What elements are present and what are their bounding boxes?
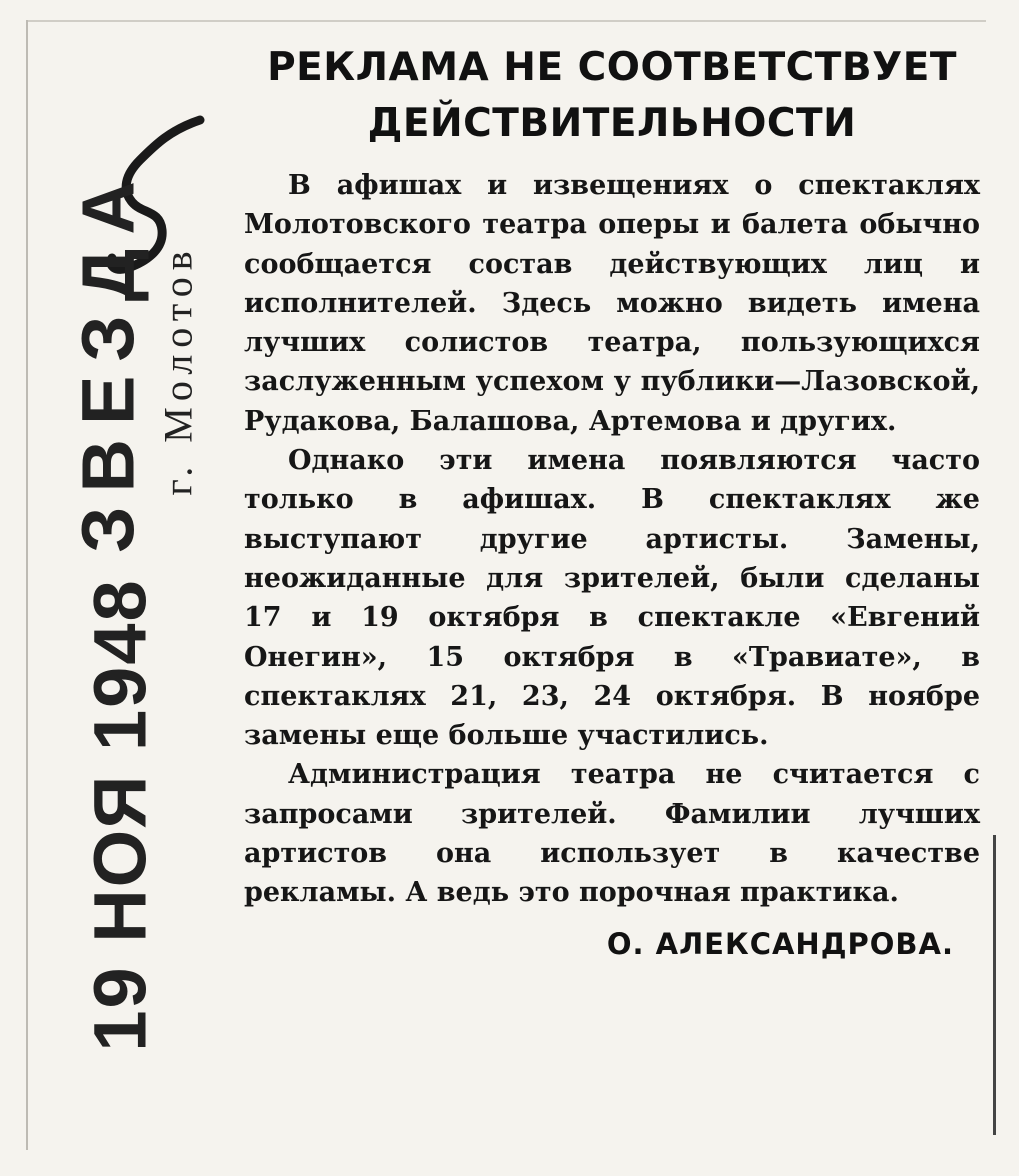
article-paragraph: В афишах и извещениях о спектаклях Молотовского театра оперы и балета обычно сообщается состав действующих лиц и исполнителей. Здесь можно видеть имена лучших солистов театра, пользующихся заслуженным успехом у публики—Лазовской, Рудакова, Балашова, Артемова и других. [244, 170, 980, 437]
clipping-border-left [26, 20, 28, 1150]
article-headline [244, 40, 980, 152]
stamp-newspaper-name: ЗВЕЗДА [66, 167, 150, 553]
headline-line-1: РЕКЛАМА НЕ СООТВЕТСТВУЕТ [267, 45, 957, 90]
article-paragraph: Однако эти имена появляются часто только в афишах. В спектаклях же выступают другие артисты. Замены, неожиданные для зрителей, были сделаны 17 и 19 октября в спектакле «Евгений Онегин», 15 октября в «Травиате», в спектаклях 21, 23, 24 октября. В ноябре замены еще больше участились. [244, 445, 980, 752]
article [244, 40, 980, 961]
stamp-date: 19 НОЯ 1948 [78, 578, 162, 1052]
column-rule [993, 835, 996, 1135]
article-paragraph: Администрация театра не считается с запросами зрителей. Фамилии лучших артистов она использует в качестве рекламы. А ведь это порочная практика. [244, 759, 980, 909]
author-signature: О. АЛЕКСАНДРОВА. [606, 926, 954, 961]
article-body [244, 166, 980, 913]
headline-line-2: ДЕЙСТВИТЕЛЬНОСТИ [367, 101, 857, 146]
stamp-city: г. Молотов [155, 244, 201, 496]
clipping-border-top [26, 20, 986, 22]
